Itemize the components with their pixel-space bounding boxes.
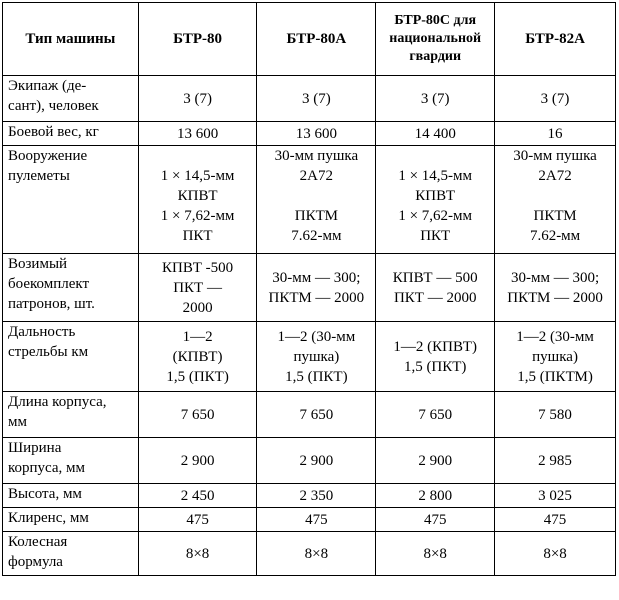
- row-label-line: Возимый: [8, 256, 68, 272]
- table-cell: [495, 254, 616, 322]
- table-cell: [257, 76, 376, 122]
- cell-line: 13 600: [176, 125, 219, 142]
- cell-line: 1—2 (30-мм: [516, 328, 594, 345]
- row-label: [3, 322, 139, 392]
- table-cell: [495, 392, 616, 438]
- table-cell: [376, 322, 495, 392]
- cell-line: 16: [547, 125, 563, 142]
- table-cell: [376, 254, 495, 322]
- cell-line: 1—2: [182, 328, 213, 345]
- cell-line: 7 650: [418, 406, 453, 423]
- table-cell: [138, 392, 257, 438]
- cell-line: ПКТ: [420, 228, 451, 244]
- cell-line: 3 (7): [540, 90, 570, 107]
- row-label-line: мм: [8, 414, 27, 430]
- cell-line: 7.62-мм: [529, 228, 581, 244]
- cell-line: 3 (7): [183, 90, 212, 107]
- cell-line: 8×8: [543, 545, 567, 562]
- cell-line: 1—2 (30-мм: [277, 328, 356, 345]
- cell-line: 7 650: [180, 406, 215, 423]
- row-label-line: Боевой вес, кг: [8, 124, 99, 140]
- cell-line: 1,5 (ПКТ): [403, 358, 467, 375]
- header-btr-80s: БТР-80С для национальной гвардии: [376, 3, 495, 76]
- cell-line: ПКТМ — 2000: [507, 289, 603, 306]
- table-cell: [138, 146, 257, 254]
- table-cell: [138, 508, 257, 532]
- cell-line: 1 × 14,5-мм: [398, 168, 473, 184]
- table-cell: [257, 508, 376, 532]
- cell-line: 1—2 (КПВТ): [393, 338, 477, 355]
- cell-line: 7 580: [538, 406, 572, 423]
- cell-line: 1 × 14,5-мм: [160, 168, 235, 184]
- table-cell: [495, 438, 616, 484]
- blank-line: [499, 186, 611, 206]
- table-cell: [138, 532, 257, 576]
- table-cell: [257, 484, 376, 508]
- table-cell: [495, 484, 616, 508]
- cell-line: 30-мм — 300;: [510, 269, 600, 286]
- cell-line: 8×8: [185, 545, 210, 562]
- blank-line: [261, 186, 371, 206]
- table-cell: [376, 146, 495, 254]
- cell-line: 475: [305, 511, 328, 528]
- row-label: [3, 392, 139, 438]
- table-cell: [257, 254, 376, 322]
- spec-table: [2, 2, 616, 576]
- table-cell: [376, 438, 495, 484]
- cell-line: 2А72: [299, 168, 334, 184]
- cell-line: ПКТ —: [173, 279, 222, 296]
- cell-line: КПВТ: [177, 188, 218, 204]
- table-row: [3, 508, 616, 532]
- row-label-line: Вооружение: [8, 148, 88, 164]
- table-cell: [257, 146, 376, 254]
- cell-line: 1 × 7,62-мм: [160, 208, 235, 224]
- row-label-line: Колесная: [8, 534, 68, 550]
- cell-line: 2 900: [180, 452, 215, 469]
- cell-line: 3 025: [538, 487, 572, 504]
- table-cell: [376, 532, 495, 576]
- cell-line: 13 600: [295, 125, 337, 142]
- row-label: [3, 146, 139, 254]
- table-cell: [257, 322, 376, 392]
- cell-line: 2 900: [299, 452, 334, 469]
- row-label: [3, 438, 139, 484]
- table-cell: [257, 438, 376, 484]
- cell-line: пушка): [532, 348, 578, 365]
- table-row: [3, 254, 616, 322]
- table-row: [3, 392, 616, 438]
- cell-line: 2 800: [418, 487, 453, 504]
- header-btr-80: БТР-80: [138, 3, 257, 76]
- row-label-line: корпуса, мм: [8, 460, 86, 476]
- blank-line: [380, 146, 490, 166]
- row-label-line: Ширина: [8, 440, 62, 456]
- cell-line: (КПВТ): [172, 348, 223, 365]
- row-label-line: стрельбы км: [8, 344, 89, 360]
- table-cell: [495, 146, 616, 254]
- cell-line: 2 450: [180, 487, 215, 504]
- table-row: [3, 76, 616, 122]
- cell-line: ПКТ — 2000: [393, 289, 477, 306]
- table-row: [3, 146, 616, 254]
- cell-line: 7 650: [299, 406, 334, 423]
- cell-line: ПКТМ — 2000: [268, 289, 365, 306]
- table-cell: [138, 438, 257, 484]
- cell-line: 475: [186, 511, 209, 528]
- cell-line: 2 350: [299, 487, 334, 504]
- table-cell: [376, 122, 495, 146]
- table-cell: [376, 76, 495, 122]
- row-label-line: пулеметы: [8, 168, 70, 184]
- row-label-line: сант), человек: [8, 98, 99, 114]
- cell-line: 2 985: [538, 452, 572, 469]
- header-vehicle-type: Тип машины: [3, 3, 139, 76]
- row-label-line: патронов, шт.: [8, 296, 95, 312]
- table-cell: [495, 532, 616, 576]
- table-cell: [138, 76, 257, 122]
- table-cell: [376, 484, 495, 508]
- cell-line: 1,5 (ПКТМ): [517, 368, 593, 385]
- cell-line: 1,5 (ПКТ): [166, 368, 229, 385]
- cell-line: КПВТ -500: [162, 259, 234, 276]
- table-cell: [495, 508, 616, 532]
- table-cell: [257, 392, 376, 438]
- cell-line: КПВТ — 500: [392, 269, 478, 286]
- cell-line: 2 900: [418, 452, 453, 469]
- cell-line: 8×8: [423, 545, 447, 562]
- row-label-line: Длина корпуса,: [8, 394, 107, 410]
- table-cell: [376, 392, 495, 438]
- row-label-line: Клиренс, мм: [8, 510, 89, 526]
- table-cell: [138, 322, 257, 392]
- row-label-line: формула: [8, 554, 63, 570]
- cell-line: 2А72: [538, 168, 572, 184]
- table-cell: [138, 122, 257, 146]
- cell-line: ПКТ: [182, 228, 213, 244]
- header-btr-80a: БТР-80А: [257, 3, 376, 76]
- table-row: [3, 532, 616, 576]
- table-cell: [495, 122, 616, 146]
- cell-line: ПКТМ: [294, 208, 338, 224]
- cell-line: КПВТ: [415, 188, 456, 204]
- row-label: [3, 254, 139, 322]
- table-row: [3, 122, 616, 146]
- cell-line: 3 (7): [420, 90, 450, 107]
- table-row: [3, 322, 616, 392]
- row-label-line: боекомплект: [8, 276, 90, 292]
- cell-line: 1,5 (ПКТ): [285, 368, 348, 385]
- cell-line: 475: [543, 511, 567, 528]
- cell-line: ПКТМ: [533, 208, 577, 224]
- table-cell: [495, 322, 616, 392]
- row-label: [3, 76, 139, 122]
- table-cell: [257, 532, 376, 576]
- cell-line: 3 (7): [301, 90, 331, 107]
- row-label: [3, 532, 139, 576]
- row-label-line: Высота, мм: [8, 486, 82, 502]
- table-cell: [257, 122, 376, 146]
- table-cell: [495, 76, 616, 122]
- blank-line: [143, 146, 253, 166]
- table-row: [3, 438, 616, 484]
- table-cell: [138, 484, 257, 508]
- cell-line: 2000: [182, 299, 213, 316]
- cell-line: 1 × 7,62-мм: [398, 208, 473, 224]
- cell-line: 14 400: [414, 125, 456, 142]
- row-label: [3, 484, 139, 508]
- table-cell: [138, 254, 257, 322]
- cell-line: 30-мм пушка: [274, 148, 359, 164]
- row-label: [3, 122, 139, 146]
- table-row: [3, 484, 616, 508]
- header-btr-82a: БТР-82А: [495, 3, 616, 76]
- cell-line: 8×8: [304, 545, 329, 562]
- table-cell: [376, 508, 495, 532]
- cell-line: пушка): [293, 348, 340, 365]
- cell-line: 30-мм — 300;: [272, 269, 361, 286]
- cell-line: 475: [423, 511, 447, 528]
- cell-line: 7.62-мм: [291, 228, 342, 244]
- header-row: [3, 3, 616, 76]
- cell-line: 30-мм пушка: [513, 148, 597, 164]
- row-label-line: Дальность: [8, 324, 76, 340]
- row-label: [3, 508, 139, 532]
- row-label-line: Экипаж (де-: [8, 78, 87, 94]
